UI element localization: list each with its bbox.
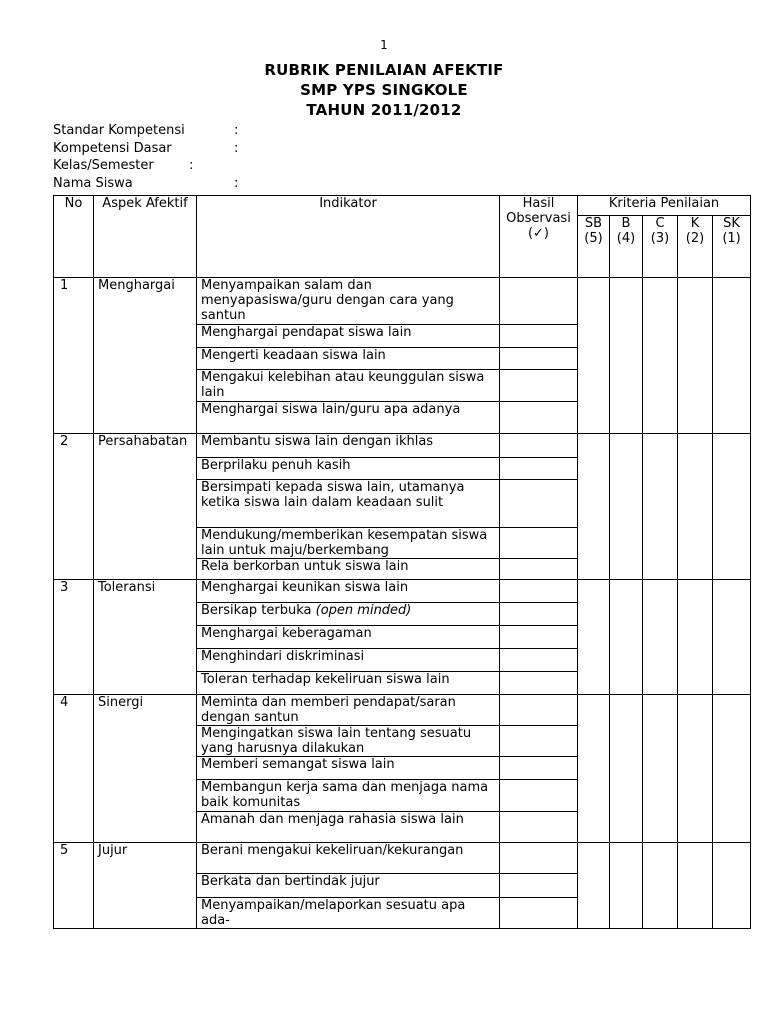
- indikator-cell: [197, 402, 500, 434]
- kriteria-c-cell[interactable]: [643, 843, 678, 929]
- header-hasil: [500, 196, 578, 278]
- hasil-observasi-cell[interactable]: [500, 402, 578, 434]
- indikator-text: Menghargai pendapat siswa lain: [201, 325, 412, 340]
- indikator-cell: [197, 695, 500, 726]
- indikator-text: Mendukung/memberikan kesempatan siswa lain untuk maju/berkembang: [201, 528, 488, 558]
- group-aspek: Persahabatan: [94, 434, 197, 580]
- meta-colon: :: [234, 140, 239, 156]
- indikator-cell: [197, 626, 500, 649]
- title-line-2: SMP YPS SINGKOLE: [300, 81, 468, 99]
- kriteria-b-cell[interactable]: [610, 843, 643, 929]
- indikator-text: Berprilaku penuh kasih: [201, 458, 351, 473]
- indikator-cell: [197, 898, 500, 929]
- header-no: No: [54, 196, 94, 278]
- table-row: [54, 580, 751, 603]
- hasil-observasi-cell[interactable]: [500, 278, 578, 325]
- hasil-observasi-cell[interactable]: [500, 580, 578, 603]
- header-k: K (2): [678, 216, 713, 278]
- page-number: 1: [380, 38, 388, 52]
- indikator-cell: [197, 780, 500, 812]
- kriteria-b-cell[interactable]: [610, 434, 643, 580]
- meta-kelas-semester: [53, 157, 194, 175]
- indikator-cell: [197, 843, 500, 874]
- indikator-cell: [197, 726, 500, 757]
- header-aspek: Aspek Afektif: [94, 196, 197, 278]
- kriteria-k-cell[interactable]: [678, 580, 713, 695]
- header-sb: SB (5): [578, 216, 610, 278]
- indikator-text: Membangun kerja sama dan menjaga nama baik komunitas: [201, 780, 489, 810]
- title-line-3: TAHUN 2011/2012: [306, 101, 462, 119]
- kriteria-c-cell[interactable]: [643, 695, 678, 843]
- kriteria-b-cell[interactable]: [610, 695, 643, 843]
- hasil-observasi-cell[interactable]: [500, 603, 578, 626]
- meta-colon: :: [234, 175, 239, 191]
- indikator-cell: [197, 348, 500, 370]
- group-number: 3: [54, 580, 94, 695]
- kriteria-sb-cell[interactable]: [578, 434, 610, 580]
- group-number: 5: [54, 843, 94, 929]
- indikator-text: Berani mengakui kekeliruan/kekurangan: [201, 843, 464, 858]
- table-row: [54, 434, 751, 458]
- indikator-cell: [197, 757, 500, 780]
- indikator-text: Menghargai siswa lain/guru apa adanya: [201, 402, 461, 417]
- indikator-text: Rela berkorban untuk siswa lain: [201, 559, 409, 574]
- meta-standar-kompetensi: [53, 122, 239, 140]
- title-line-1: RUBRIK PENILAIAN AFEKTIF: [264, 61, 504, 79]
- hasil-observasi-cell[interactable]: [500, 757, 578, 780]
- kriteria-c-cell[interactable]: [643, 580, 678, 695]
- indikator-cell: [197, 278, 500, 325]
- indikator-cell: [197, 874, 500, 898]
- group-number: 4: [54, 695, 94, 843]
- indikator-text: Toleran terhadap kekeliruan siswa lain: [201, 672, 450, 687]
- indikator-text: Bersikap terbuka: [201, 603, 312, 618]
- hasil-observasi-cell[interactable]: [500, 726, 578, 757]
- hasil-observasi-cell[interactable]: [500, 672, 578, 695]
- kriteria-sb-cell[interactable]: [578, 695, 610, 843]
- kriteria-c-cell[interactable]: [643, 434, 678, 580]
- kriteria-k-cell[interactable]: [678, 695, 713, 843]
- indikator-cell: [197, 528, 500, 559]
- indikator-text: Menyampaikan salam dan menyapasiswa/guru dengan cara yang santun: [201, 278, 454, 323]
- indikator-text: Bersimpati kepada siswa lain, utamanya ketika siswa lain dalam keadaan sulit: [201, 480, 465, 510]
- indikator-cell: [197, 812, 500, 843]
- meta-label: Kompetensi Dasar: [53, 140, 172, 156]
- hasil-observasi-cell[interactable]: [500, 480, 578, 528]
- group-aspek: Menghargai: [94, 278, 197, 434]
- indikator-text: Membantu siswa lain dengan ikhlas: [201, 434, 434, 449]
- indikator-text: Menghindari diskriminasi: [201, 649, 365, 664]
- kriteria-k-cell[interactable]: [678, 434, 713, 580]
- indikator-cell: [197, 580, 500, 603]
- indikator-text: Meminta dan memberi pendapat/saran dengan santun: [201, 695, 456, 725]
- kriteria-sk-cell[interactable]: [713, 434, 751, 580]
- indikator-text: Menyampaikan/melaporkan sesuatu apa ada-: [201, 898, 466, 928]
- kriteria-k-cell[interactable]: [678, 843, 713, 929]
- hasil-observasi-cell[interactable]: [500, 874, 578, 898]
- hasil-observasi-cell[interactable]: [500, 370, 578, 402]
- header-indikator: Indikator: [197, 196, 500, 278]
- indikator-text: Memberi semangat siswa lain: [201, 757, 395, 772]
- checkmark-icon: (✓): [527, 226, 550, 241]
- indikator-cell: [197, 434, 500, 458]
- indikator-text: Mengakui kelebihan atau keunggulan siswa lain: [201, 370, 485, 400]
- header-row-1: [54, 196, 751, 216]
- group-aspek: Jujur: [94, 843, 197, 929]
- indikator-text: Mengingatkan siswa lain tentang sesuatu yang harusnya dilakukan: [201, 726, 472, 756]
- hasil-observasi-cell[interactable]: [500, 695, 578, 726]
- hasil-observasi-cell[interactable]: [500, 348, 578, 370]
- indikator-note: (open minded): [315, 603, 412, 618]
- meta-colon: :: [189, 158, 194, 173]
- hasil-observasi-cell[interactable]: [500, 325, 578, 348]
- table-row: [54, 695, 751, 726]
- indikator-text: Berkata dan bertindak jujur: [201, 874, 380, 889]
- kriteria-sb-cell[interactable]: [578, 278, 610, 434]
- hasil-observasi-cell[interactable]: [500, 434, 578, 458]
- group-aspek: Sinergi: [94, 695, 197, 843]
- kriteria-sb-cell[interactable]: [578, 843, 610, 929]
- indikator-cell: [197, 325, 500, 348]
- header-b: B (4): [610, 216, 643, 278]
- hasil-observasi-cell[interactable]: [500, 843, 578, 874]
- header-kriteria: Kriteria Penilaian: [578, 196, 751, 216]
- kriteria-sb-cell[interactable]: [578, 580, 610, 695]
- table-row: [54, 843, 751, 874]
- indikator-text: Amanah dan menjaga rahasia siswa lain: [201, 812, 464, 827]
- document-title: [0, 60, 768, 120]
- indikator-cell: [197, 458, 500, 480]
- kriteria-sk-cell[interactable]: [713, 580, 751, 695]
- table-row: [54, 278, 751, 325]
- indikator-text: Menghargai keberagaman: [201, 626, 372, 641]
- kriteria-sk-cell[interactable]: [713, 695, 751, 843]
- kriteria-b-cell[interactable]: [610, 580, 643, 695]
- hasil-observasi-cell[interactable]: [500, 559, 578, 580]
- meta-label: Kelas/Semester: [53, 158, 154, 173]
- hasil-observasi-cell[interactable]: [500, 812, 578, 843]
- header-hasil-label: Hasil Observasi: [506, 196, 571, 226]
- header-sk: SK (1): [713, 216, 751, 278]
- meta-nama-siswa: [53, 175, 239, 193]
- meta-label: Nama Siswa: [53, 175, 133, 191]
- indikator-cell: [197, 649, 500, 672]
- kriteria-sk-cell[interactable]: [713, 843, 751, 929]
- indikator-text: Mengerti keadaan siswa lain: [201, 348, 386, 363]
- group-aspek: Toleransi: [94, 580, 197, 695]
- hasil-observasi-cell[interactable]: [500, 458, 578, 480]
- indikator-text: Menghargai keunikan siswa lain: [201, 580, 409, 595]
- kriteria-sk-cell[interactable]: [713, 278, 751, 434]
- hasil-observasi-cell[interactable]: [500, 898, 578, 929]
- indikator-cell: [197, 603, 500, 626]
- hasil-observasi-cell[interactable]: [500, 528, 578, 559]
- kriteria-c-cell[interactable]: [643, 278, 678, 434]
- meta-colon: :: [234, 123, 239, 138]
- header-c: C (3): [643, 216, 678, 278]
- meta-kompetensi-dasar: [53, 140, 239, 158]
- indikator-cell: [197, 559, 500, 580]
- group-number: 1: [54, 278, 94, 434]
- rubric-table: [53, 195, 751, 929]
- group-number: 2: [54, 434, 94, 580]
- hasil-observasi-cell[interactable]: [500, 626, 578, 649]
- indikator-cell: [197, 480, 500, 528]
- kriteria-k-cell[interactable]: [678, 278, 713, 434]
- indikator-cell: [197, 672, 500, 695]
- meta-fields: [53, 122, 239, 192]
- kriteria-b-cell[interactable]: [610, 278, 643, 434]
- hasil-observasi-cell[interactable]: [500, 649, 578, 672]
- indikator-cell: [197, 370, 500, 402]
- hasil-observasi-cell[interactable]: [500, 780, 578, 812]
- meta-label: Standar Kompetensi: [53, 123, 185, 138]
